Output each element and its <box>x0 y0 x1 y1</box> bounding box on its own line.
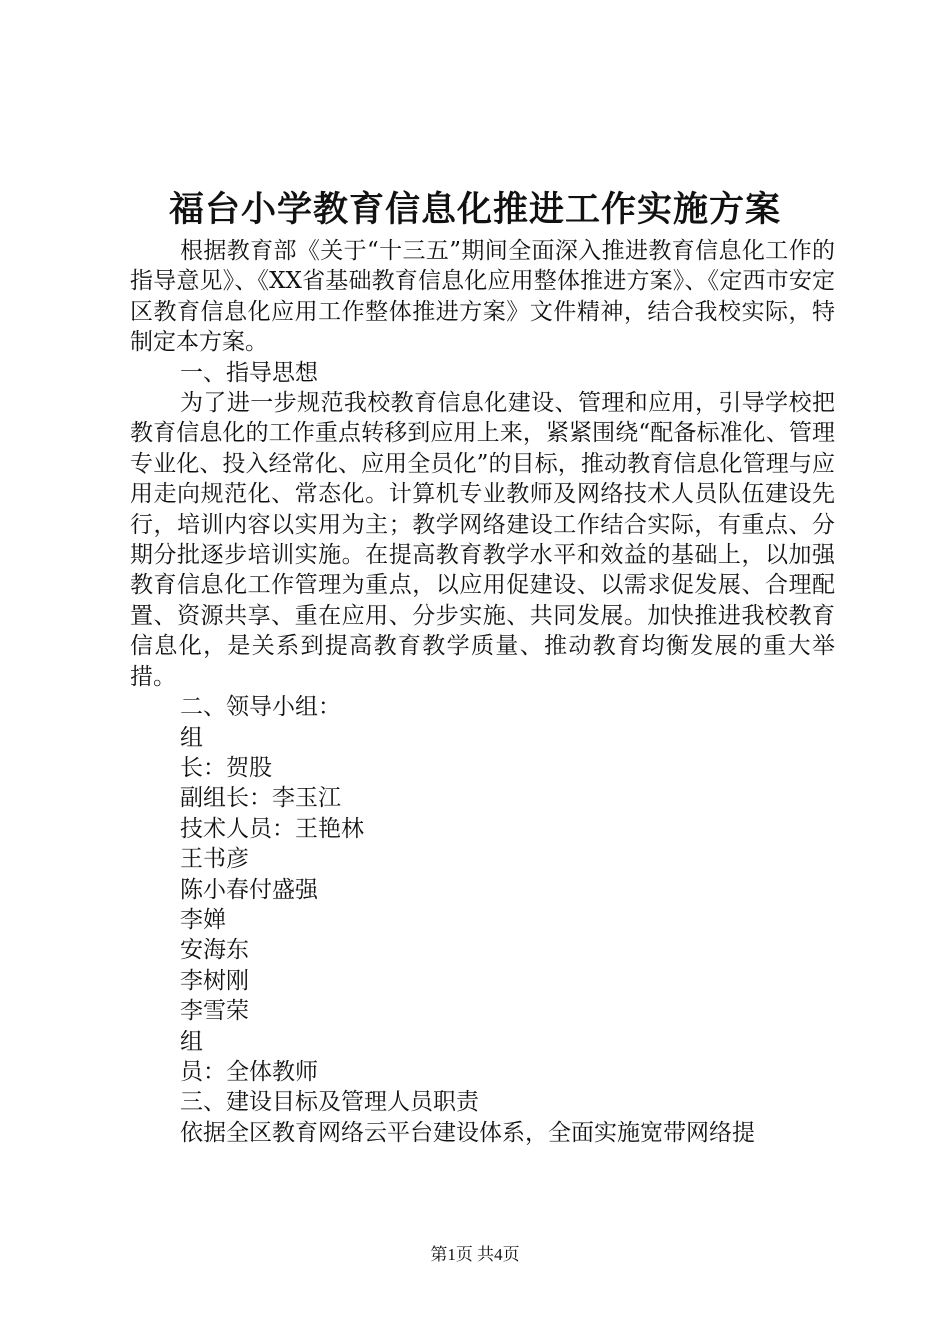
group-line: 陈小春付盛强 <box>180 876 318 903</box>
construction-goals-paragraph: 依据全区教育网络云平台建设体系，全面实施宽带网络提 <box>180 1119 755 1146</box>
group-line: 组 <box>180 724 203 751</box>
section-heading-guiding-thought: 一、指导思想 <box>180 359 318 386</box>
group-line: 长：贺股 <box>180 754 272 781</box>
group-line: 李婵 <box>180 906 226 933</box>
group-line: 安海东 <box>180 937 249 964</box>
document-body <box>130 236 835 1148</box>
group-line: 技术人员：王艳林 <box>180 815 364 842</box>
group-line: 李树刚 <box>180 967 249 994</box>
group-line: 王书彦 <box>180 846 249 873</box>
intro-paragraph: 根据教育部《关于“十三五”期间全面深入推进教育信息化工作的指导意见》、《XX省基础教育信息化应用整体推进方案》、《定西市安定区教育信息化应用工作整体推进方案》文件精神，结合我校实际，特制定本方案。 <box>130 238 835 356</box>
document-title: 福台小学教育信息化推进工作实施方案 <box>168 189 781 230</box>
section-heading-leadership-group: 二、领导小组： <box>180 694 341 721</box>
section-heading-construction-goals: 三、建设目标及管理人员职责 <box>180 1089 479 1116</box>
group-line: 李雪荣 <box>180 998 249 1025</box>
group-line: 副组长：李玉江 <box>180 785 341 812</box>
guiding-thought-paragraph: 为了进一步规范我校教育信息化建设、管理和应用，引导学校把教育信息化的工作重点转移到应用上来，紧紧围绕“配备标准化、管理专业化、投入经常化、应用全员化”的目标，推动教育信息化管理与应用走向规范化、常态化。计算机专业教师及网络技术人员队伍建设先行，培训内容以实用为主；教学网络建设工作结合实际，有重点、分期分批逐步培训实施。在提高教育教学水平和效益的基础上，以加强教育信息化工作管理为重点，以应用促建设、以需求促发展、合理配置、资源共享、重在应用、分步实施、共同发展。加快推进我校教育信息化，是关系到提高教育教学质量、推动教育均衡发展的重大举措。 <box>130 390 835 690</box>
group-line: 员：全体教师 <box>180 1058 318 1085</box>
group-line: 组 <box>180 1028 203 1055</box>
page-number-footer: 第1页 共4页 <box>430 1245 520 1264</box>
